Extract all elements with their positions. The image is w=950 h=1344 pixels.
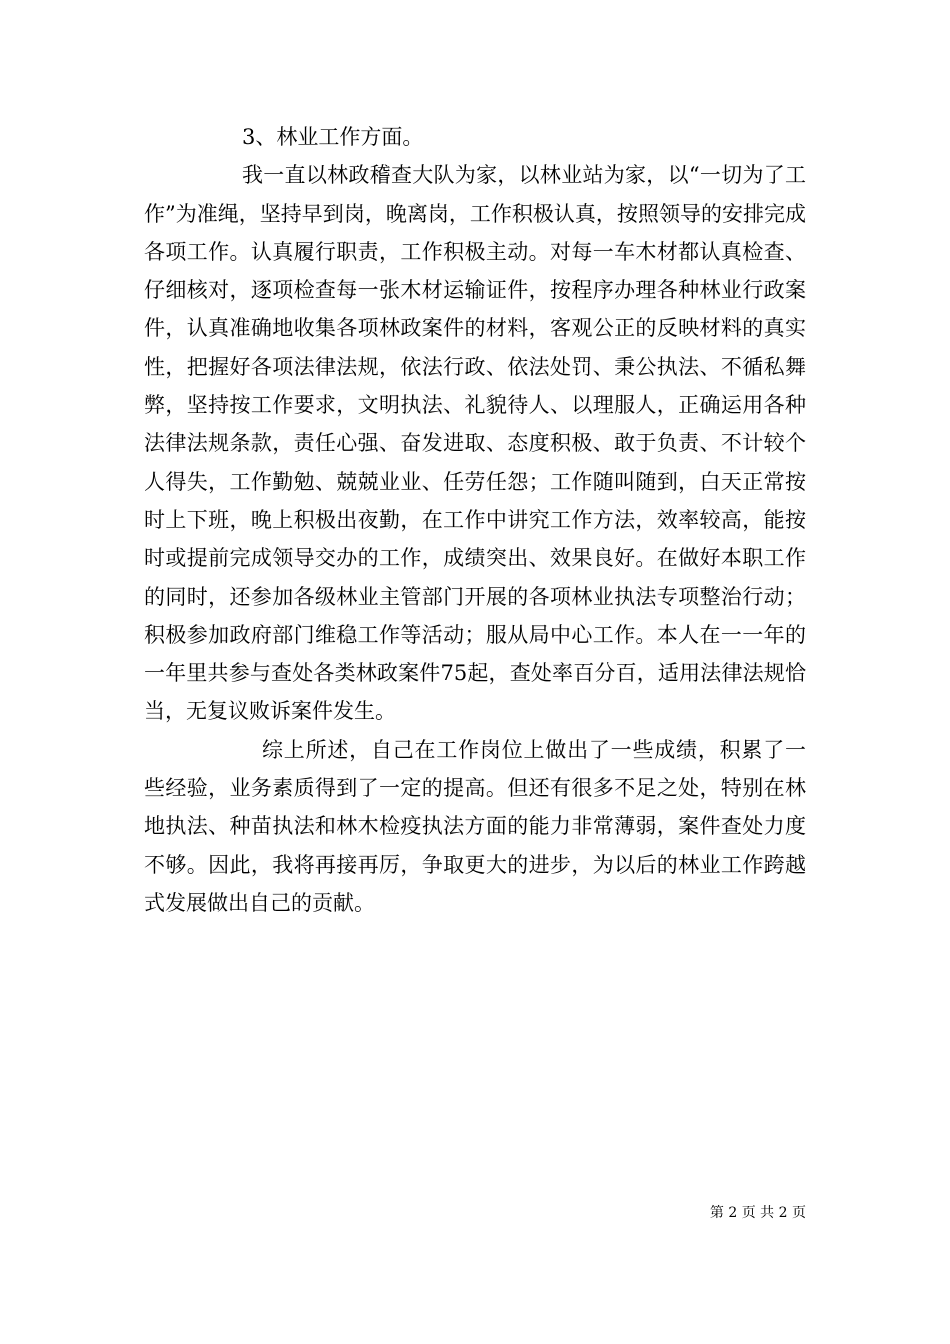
document-body: [144, 118, 806, 922]
section-heading: 3、林业工作方面。: [242, 125, 424, 149]
paragraph-summary: 综上所述，自己在工作岗位上做出了一些成绩，积累了一些经验，业务素质得到了一定的提高。但还有很多不足之处，特别在林地执法、种苗执法和林木检疫执法方面的能力非常薄弱，案件查处力度不够。因此，我将再接再厉，争取更大的进步，为以后的林业工作跨越式发展做出自己的贡献。: [144, 737, 806, 915]
page-number-footer: 第 2 页 共 2 页: [709, 1205, 806, 1221]
paragraph-forestry-work: 我一直以林政稽查大队为家，以林业站为家，以“一切为了工作”为准绳，坚持早到岗，晚离岗，工作积极认真，按照领导的安排完成各项工作。认真履行职责，工作积极主动。对每一车木材都认真检查、仔细核对，逐项检查每一张木材运输证件，按程序办理各种林业行政案件，认真准确地收集各项林政案件的材料，客观公正的反映材料的真实性，把握好各项法律法规，依法行政、依法处罚、秉公执法、不循私舞弊，坚持按工作要求，文明执法、礼貌待人、以理服人，正确运用各种法律法规条款，责任心强、奋发进取、态度积极、敢于负责、不计较个人得失，工作勤勉、兢兢业业、任劳任怨；工作随叫随到，白天正常按时上下班，晚上积极出夜勤，在工作中讲究工作方法，效率较高，能按时或提前完成领导交办的工作，成绩突出、效果良好。在做好本职工作的同时，还参加各级林业主管部门开展的各项林业执法专项整治行动；积极参加政府部门维稳工作等活动；服从局中心工作。本人在一一年的一年里共参与查处各类林政案件75起，查处率百分百，适用法律法规恰当，无复议败诉案件发生。: [144, 163, 806, 724]
